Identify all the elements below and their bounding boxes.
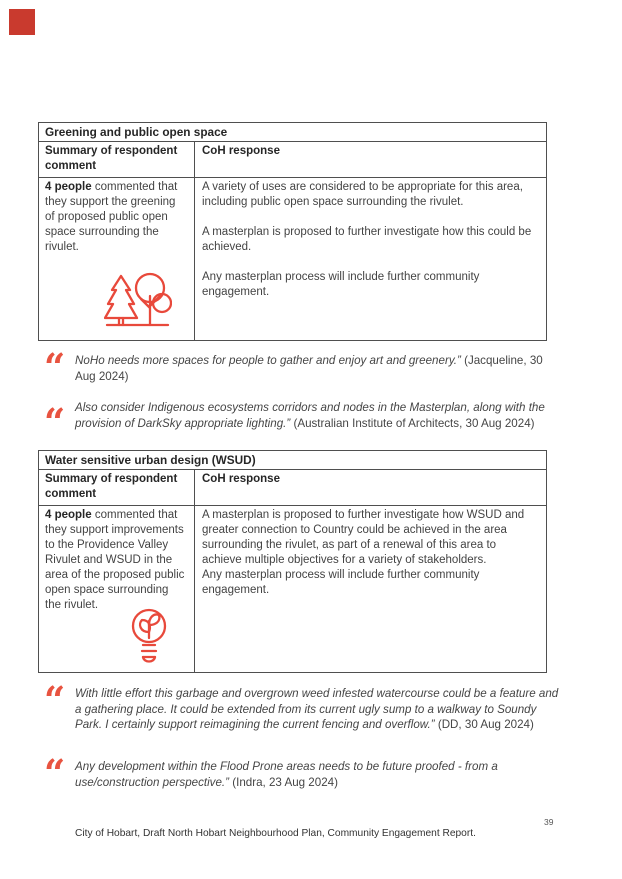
trees-icon bbox=[104, 267, 172, 331]
wsud-table bbox=[38, 450, 547, 673]
footer-text: City of Hobart, Draft North Hobart Neighbourhood Plan, Community Engagement Report. bbox=[75, 828, 476, 839]
quote-icon: “ bbox=[44, 400, 64, 444]
table-header-row bbox=[39, 470, 546, 506]
greening-table bbox=[38, 122, 547, 341]
respondent-comment: 4 people commented that they support improvements to the Providence Valley Rivulet and WSUD in the area of the proposed public open space surrounding the rivulet. bbox=[45, 509, 185, 611]
coh-response-cell bbox=[195, 178, 546, 340]
col-header-summary: Summary of respondent comment bbox=[39, 142, 195, 177]
respondent-comment: 4 people commented that they support the greening of proposed public open space surrounding the rivulet. bbox=[45, 181, 178, 253]
table-title: Water sensitive urban design (WSUD) bbox=[39, 451, 546, 470]
quote-icon: “ bbox=[44, 751, 64, 795]
response-paragraph: A masterplan is proposed to further investigate how WSUD and greater connection to Country could be achieved in the area surrounding the rivulet, as part of a renewal of this area to achieve multiple objectives for a variety of stakeholders. bbox=[202, 509, 525, 566]
table-body-row bbox=[39, 178, 546, 340]
quote-text-block: Any development within the Flood Prone areas needs to be future proofed - from a use/construction perspective.” (Indra, 23 Aug 2024) bbox=[75, 760, 498, 789]
quote-icon: “ bbox=[44, 678, 64, 722]
respondent-comment-cell bbox=[39, 506, 195, 672]
table-header-row bbox=[39, 142, 546, 178]
quote-text-block: Also consider Indigenous ecosystems corridors and nodes in the Masterplan, along with the provision of DarkSky appropriate lighting.” (Australian Institute of Architects, 30 Aug 2024) bbox=[75, 401, 545, 430]
quote-text-block: NoHo needs more spaces for people to gather and enjoy art and greenery.” (Jacqueline, 30 Aug 2024) bbox=[75, 354, 543, 383]
response-paragraph: A masterplan is proposed to further investigate how this could be achieved. bbox=[202, 226, 532, 253]
pull-quote bbox=[44, 751, 566, 795]
page-number: 39 bbox=[544, 817, 554, 827]
red-corner-marker bbox=[9, 9, 35, 35]
table-title: Greening and public open space bbox=[39, 123, 546, 142]
quote-text-block: With little effort this garbage and overgrown weed infested watercourse could be a feature and a gathering place. It could be extended from its current ugly sump to a walkway to Soundy Park. I certainly support reimagining the current fencing and overflow.” (DD, 30 Aug 2024) bbox=[75, 687, 559, 732]
response-paragraph: Any masterplan process will include further community engagement. bbox=[202, 569, 480, 596]
col-header-summary: Summary of respondent comment bbox=[39, 470, 195, 505]
pull-quote bbox=[44, 678, 566, 733]
col-header-response: CoH response bbox=[202, 145, 280, 157]
coh-response-cell bbox=[195, 506, 546, 672]
response-paragraph: Any masterplan process will include further community engagement. bbox=[202, 271, 480, 298]
respondent-comment-cell bbox=[39, 178, 195, 340]
response-paragraph: A variety of uses are considered to be appropriate for this area, including public open space surrounding the rivulet. bbox=[202, 181, 523, 208]
quote-icon: “ bbox=[44, 345, 64, 389]
pull-quote bbox=[44, 400, 566, 444]
col-header-response: CoH response bbox=[202, 473, 280, 485]
lightbulb-plant-icon bbox=[130, 607, 168, 669]
pull-quote bbox=[44, 345, 566, 389]
table-body-row bbox=[39, 506, 546, 672]
